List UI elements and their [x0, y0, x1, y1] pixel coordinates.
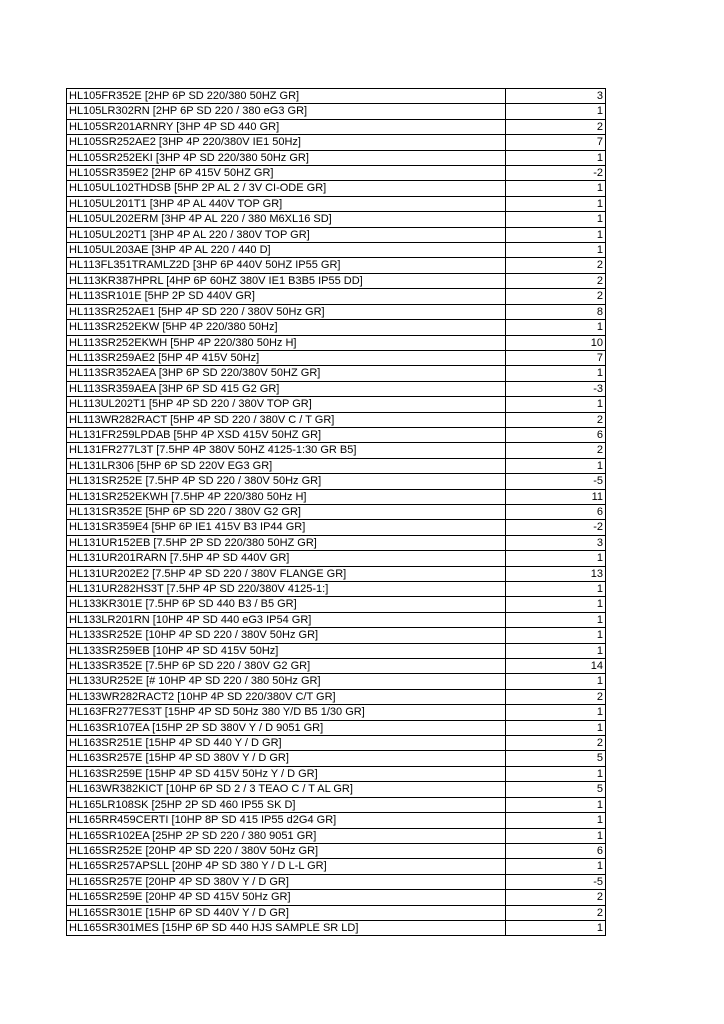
item-description-cell: HL105UL102THDSB [5HP 2P AL 2 / 3V CI-ODE GR] [67, 181, 506, 196]
quantity-cell: -3 [506, 381, 606, 396]
quantity-cell: 11 [506, 489, 606, 504]
table-row [67, 612, 606, 627]
item-description-cell: HL105SR201ARNRY [3HP 4P SD 440 GR] [67, 119, 506, 134]
quantity-cell: 1 [506, 643, 606, 658]
table-row [67, 227, 606, 242]
table-row [67, 551, 606, 566]
item-description-cell: HL165RR459CERTI [10HP 8P SD 415 IP55 d2G4 GR] [67, 813, 506, 828]
quantity-cell: 1 [506, 612, 606, 627]
table-row [67, 196, 606, 211]
item-description-cell: HL105UL202ERM [3HP 4P AL 220 / 380 M6XL16 SD] [67, 212, 506, 227]
item-description-cell: HL131UR201RARN [7.5HP 4P SD 440V GR] [67, 551, 506, 566]
quantity-cell: 1 [506, 766, 606, 781]
table-row [67, 890, 606, 905]
quantity-cell: -5 [506, 474, 606, 489]
quantity-cell: 10 [506, 335, 606, 350]
table-row [67, 443, 606, 458]
table-row [67, 135, 606, 150]
item-description-cell: HL131UR152EB [7.5HP 2P SD 220/380 50HZ GR] [67, 535, 506, 550]
table-row [67, 828, 606, 843]
table-row [67, 427, 606, 442]
table-row [67, 474, 606, 489]
table-row [67, 212, 606, 227]
item-description-cell: HL163SR107EA [15HP 2P SD 380V Y / D 9051 GR] [67, 720, 506, 735]
item-description-cell: HL165SR102EA [25HP 2P SD 220 / 380 9051 GR] [67, 828, 506, 843]
quantity-cell: 1 [506, 582, 606, 597]
quantity-cell: 3 [506, 89, 606, 104]
quantity-cell: 2 [506, 289, 606, 304]
item-description-cell: HL113SR252EKW [5HP 4P 220/380 50Hz] [67, 320, 506, 335]
quantity-cell: 1 [506, 705, 606, 720]
table-row [67, 582, 606, 597]
item-description-cell: HL113FL351TRAMLZ2D [3HP 6P 440V 50HZ IP55 GR] [67, 258, 506, 273]
table-row [67, 273, 606, 288]
quantity-cell: -2 [506, 166, 606, 181]
table-row [67, 597, 606, 612]
table-row [67, 366, 606, 381]
quantity-cell: 1 [506, 320, 606, 335]
table-row [67, 350, 606, 365]
item-description-cell: HL165SR252E [20HP 4P SD 220 / 380V 50Hz GR] [67, 843, 506, 858]
table-row [67, 397, 606, 412]
item-description-cell: HL131LR306 [5HP 6P SD 220V EG3 GR] [67, 458, 506, 473]
item-description-cell: HL165SR257APSLL [20HP 4P SD 380 Y / D L-L GR] [67, 859, 506, 874]
quantity-cell: 1 [506, 720, 606, 735]
item-description-cell: HL113SR101E [5HP 2P SD 440V GR] [67, 289, 506, 304]
table-row [67, 520, 606, 535]
quantity-cell: 8 [506, 304, 606, 319]
table-row [67, 689, 606, 704]
table-row [67, 381, 606, 396]
item-description-cell: HL165SR301E [15HP 6P SD 440V Y / D GR] [67, 905, 506, 920]
quantity-cell: 1 [506, 920, 606, 935]
item-description-cell: HL133UR252E [# 10HP 4P SD 220 / 380 50Hz GR] [67, 674, 506, 689]
item-description-cell: HL105FR352E [2HP 6P SD 220/380 50HZ GR] [67, 89, 506, 104]
item-description-cell: HL133LR201RN [10HP 4P SD 440 eG3 IP54 GR] [67, 612, 506, 627]
item-description-cell: HL105SR252AE2 [3HP 4P 220/380V IE1 50Hz] [67, 135, 506, 150]
quantity-cell: 3 [506, 535, 606, 550]
table-row [67, 458, 606, 473]
quantity-cell: 7 [506, 135, 606, 150]
item-description-cell: HL113UL202T1 [5HP 4P SD 220 / 380V TOP GR] [67, 397, 506, 412]
quantity-cell: 2 [506, 890, 606, 905]
table-row [67, 859, 606, 874]
item-description-cell: HL131SR352E [5HP 6P SD 220 / 380V G2 GR] [67, 504, 506, 519]
quantity-cell: 5 [506, 751, 606, 766]
item-description-cell: HL113WR282RACT [5HP 4P SD 220 / 380V C / T GR] [67, 412, 506, 427]
item-description-cell: HL105UL201T1 [3HP 4P AL 440V TOP GR] [67, 196, 506, 211]
item-description-cell: HL133KR301E [7.5HP 6P SD 440 B3 / B5 GR] [67, 597, 506, 612]
table-row [67, 412, 606, 427]
table-row [67, 736, 606, 751]
table-row [67, 243, 606, 258]
item-description-cell: HL163SR259E [15HP 4P SD 415V 50Hz Y / D GR] [67, 766, 506, 781]
quantity-cell: 1 [506, 797, 606, 812]
table-row [67, 504, 606, 519]
quantity-cell: 1 [506, 674, 606, 689]
table-row [67, 304, 606, 319]
table-row [67, 905, 606, 920]
item-description-cell: HL165LR108SK [25HP 2P SD 460 IP55 SK D] [67, 797, 506, 812]
item-description-cell: HL165SR259E [20HP 4P SD 415V 50Hz GR] [67, 890, 506, 905]
table-row [67, 920, 606, 935]
table-row [67, 766, 606, 781]
quantity-cell: 1 [506, 628, 606, 643]
table-row [67, 874, 606, 889]
quantity-cell: 2 [506, 443, 606, 458]
quantity-cell: 5 [506, 782, 606, 797]
inventory-table-body [67, 89, 606, 936]
quantity-cell: 1 [506, 859, 606, 874]
item-description-cell: HL133SR352E [7.5HP 6P SD 220 / 380V G2 GR] [67, 659, 506, 674]
quantity-cell: 6 [506, 843, 606, 858]
quantity-cell: 2 [506, 689, 606, 704]
table-row [67, 335, 606, 350]
quantity-cell: 2 [506, 736, 606, 751]
quantity-cell: 14 [506, 659, 606, 674]
quantity-cell: 1 [506, 104, 606, 119]
quantity-cell: 2 [506, 905, 606, 920]
table-row [67, 258, 606, 273]
item-description-cell: HL163SR257E [15HP 4P SD 380V Y / D GR] [67, 751, 506, 766]
item-description-cell: HL113SR359AEA [3HP 6P SD 415 G2 GR] [67, 381, 506, 396]
table-row [67, 751, 606, 766]
item-description-cell: HL165SR301MES [15HP 6P SD 440 HJS SAMPLE SR LD] [67, 920, 506, 935]
item-description-cell: HL163FR277ES3T [15HP 4P SD 50Hz 380 Y/D B5 1/30 GR] [67, 705, 506, 720]
quantity-cell: 2 [506, 412, 606, 427]
table-row [67, 813, 606, 828]
item-description-cell: HL105SR359E2 [2HP 6P 415V 50HZ GR] [67, 166, 506, 181]
item-description-cell: HL113SR259AE2 [5HP 4P 415V 50Hz] [67, 350, 506, 365]
table-row [67, 643, 606, 658]
item-description-cell: HL133SR259EB [10HP 4P SD 415V 50Hz] [67, 643, 506, 658]
table-row [67, 782, 606, 797]
quantity-cell: 2 [506, 273, 606, 288]
item-description-cell: HL133SR252E [10HP 4P SD 220 / 380V 50Hz GR] [67, 628, 506, 643]
quantity-cell: 1 [506, 150, 606, 165]
table-row [67, 720, 606, 735]
item-description-cell: HL113SR352AEA [3HP 6P SD 220/380V 50HZ GR] [67, 366, 506, 381]
table-row [67, 104, 606, 119]
item-description-cell: HL131FR277L3T [7.5HP 4P 380V 50HZ 4125-1:30 GR B5] [67, 443, 506, 458]
quantity-cell: 1 [506, 828, 606, 843]
quantity-cell: 1 [506, 227, 606, 242]
inventory-table [66, 88, 606, 936]
quantity-cell: 2 [506, 119, 606, 134]
table-row [67, 289, 606, 304]
table-row [67, 535, 606, 550]
table-row [67, 659, 606, 674]
quantity-cell: 2 [506, 258, 606, 273]
item-description-cell: HL105UL202T1 [3HP 4P AL 220 / 380V TOP GR] [67, 227, 506, 242]
quantity-cell: 1 [506, 397, 606, 412]
quantity-cell: 1 [506, 366, 606, 381]
item-description-cell: HL105SR252EKI [3HP 4P SD 220/380 50Hz GR] [67, 150, 506, 165]
table-row [67, 843, 606, 858]
quantity-cell: 1 [506, 181, 606, 196]
item-description-cell: HL131SR252E [7.5HP 4P SD 220 / 380V 50Hz GR] [67, 474, 506, 489]
quantity-cell: 1 [506, 597, 606, 612]
item-description-cell: HL105LR302RN [2HP 6P SD 220 / 380 eG3 GR] [67, 104, 506, 119]
quantity-cell: 6 [506, 504, 606, 519]
quantity-cell: 6 [506, 427, 606, 442]
quantity-cell: -5 [506, 874, 606, 889]
quantity-cell: 7 [506, 350, 606, 365]
table-row [67, 150, 606, 165]
table-row [67, 674, 606, 689]
quantity-cell: -2 [506, 520, 606, 535]
item-description-cell: HL163WR382KICT [10HP 6P SD 2 / 3 TEAO C / T AL GR] [67, 782, 506, 797]
item-description-cell: HL105UL203AE [3HP 4P AL 220 / 440 D] [67, 243, 506, 258]
table-row [67, 166, 606, 181]
quantity-cell: 1 [506, 196, 606, 211]
table-row [67, 320, 606, 335]
item-description-cell: HL113KR387HPRL [4HP 6P 60HZ 380V IE1 B3B5 IP55 DD] [67, 273, 506, 288]
quantity-cell: 13 [506, 566, 606, 581]
table-row [67, 489, 606, 504]
item-description-cell: HL131FR259LPDAB [5HP 4P XSD 415V 50HZ GR] [67, 427, 506, 442]
item-description-cell: HL113SR252EKWH [5HP 4P 220/380 50Hz H] [67, 335, 506, 350]
table-row [67, 797, 606, 812]
item-description-cell: HL133WR282RACT2 [10HP 4P SD 220/380V C/T GR] [67, 689, 506, 704]
table-row [67, 119, 606, 134]
table-row [67, 628, 606, 643]
item-description-cell: HL165SR257E [20HP 4P SD 380V Y / D GR] [67, 874, 506, 889]
item-description-cell: HL131SR359E4 [5HP 6P IE1 415V B3 IP44 GR] [67, 520, 506, 535]
table-row [67, 566, 606, 581]
item-description-cell: HL131UR282HS3T [7.5HP 4P SD 220/380V 4125-1:] [67, 582, 506, 597]
quantity-cell: 1 [506, 551, 606, 566]
table-row [67, 181, 606, 196]
table-row [67, 89, 606, 104]
item-description-cell: HL131UR202E2 [7.5HP 4P SD 220 / 380V FLANGE GR] [67, 566, 506, 581]
item-description-cell: HL163SR251E [15HP 4P SD 440 Y / D GR] [67, 736, 506, 751]
item-description-cell: HL131SR252EKWH [7.5HP 4P 220/380 50Hz H] [67, 489, 506, 504]
quantity-cell: 1 [506, 243, 606, 258]
quantity-cell: 1 [506, 212, 606, 227]
table-row [67, 705, 606, 720]
quantity-cell: 1 [506, 458, 606, 473]
quantity-cell: 1 [506, 813, 606, 828]
item-description-cell: HL113SR252AE1 [5HP 4P SD 220 / 380V 50Hz GR] [67, 304, 506, 319]
